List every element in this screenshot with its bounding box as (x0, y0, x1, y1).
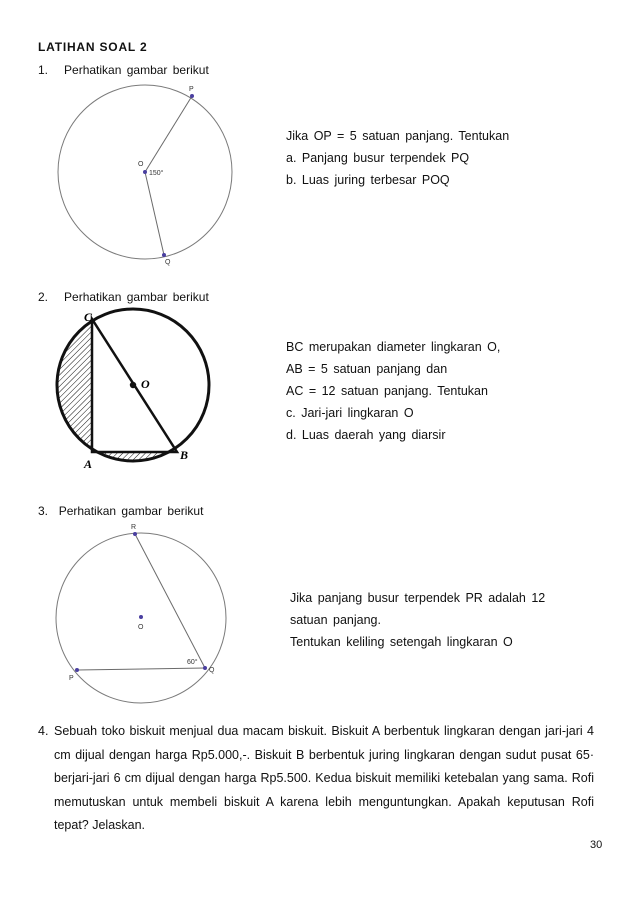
q3-label-r: R (131, 524, 137, 531)
q3-circle-figure (55, 520, 245, 710)
q4-number: 4. (38, 724, 49, 738)
q2-line-2: AB = 5 satuan panjang dan (286, 362, 448, 376)
q1-line-1: Jika OP = 5 satuan panjang. Tentukan (286, 129, 510, 143)
q1-text (286, 125, 509, 191)
q2-line-5: d. Luas daerah yang diarsir (286, 428, 446, 442)
q3-point-p (75, 668, 79, 672)
q3-line-2: satuan panjang. (290, 613, 381, 627)
q1-prompt: Perhatikan gambar berikut (64, 63, 209, 77)
q1-point-o (143, 170, 147, 174)
q2-line-1: BC merupakan diameter lingkaran O, (286, 340, 501, 354)
q2-text (286, 336, 500, 446)
worksheet-title: LATIHAN SOAL 2 (38, 40, 148, 54)
q1-number: 1. (38, 63, 49, 77)
q1-label-o: O (138, 161, 144, 168)
q2-prompt: Perhatikan gambar berikut (64, 290, 209, 304)
q1-point-p (190, 94, 194, 98)
q1-line-3: b. Luas juring terbesar POQ (286, 173, 450, 187)
q2-label-c: C (84, 310, 93, 324)
q3-header (38, 504, 203, 518)
q3-point-r (133, 532, 137, 536)
q4-block (38, 720, 594, 838)
q3-line-3: Tentukan keliling setengah lingkaran O (290, 635, 513, 649)
q2-label-a: A (84, 457, 93, 471)
page-number: 30 (590, 839, 603, 851)
q1-header (38, 63, 209, 77)
q3-text (290, 587, 545, 653)
q2-point-o (130, 382, 136, 388)
q3-prompt: Perhatikan gambar berikut (58, 504, 204, 518)
q3-number: 3. (38, 504, 49, 518)
q3-point-o (139, 615, 143, 619)
q3-label-q: Q (209, 667, 215, 674)
q3-chord-pq (77, 668, 205, 670)
q2-label-o: O (141, 377, 150, 391)
q1-point-q (162, 253, 166, 257)
q2-line-4: c. Jari-jari lingkaran O (286, 406, 414, 420)
q1-label-p: P (189, 86, 194, 93)
q4-text: Sebuah toko biskuit menjual dua macam biskuit. Biskuit A berbentuk lingkaran dengan jari-jari 4 cm dijual dengan harga Rp5.000,-. Biskuit B berbentuk juring lingkaran dengan sudut pusat 65· berjari-jari 6 cm dijual dengan harga Rp5.500. Kedua biskuit memiliki ketebalan yang sama. Rofi memutuskan untuk membeli biskuit A karena lebih menguntungkan. Apakah keputusan Rofi tepat? Jelaskan. (54, 724, 594, 832)
q1-label-angle: 150° (149, 170, 164, 177)
q1-radius-oq (145, 172, 164, 255)
q1-circle-figure (55, 80, 295, 270)
q1-line-2: a. Panjang busur terpendek PQ (286, 151, 470, 165)
q1-radius-op (145, 96, 192, 172)
q3-label-angle: 60° (187, 659, 198, 666)
q2-header (38, 290, 209, 304)
q2-label-b: B (180, 448, 189, 462)
q3-label-o: O (138, 624, 144, 631)
q3-chord-rq (135, 534, 205, 668)
q3-point-q (203, 666, 207, 670)
q3-line-1: Jika panjang busur terpendek PR adalah 12 (290, 591, 546, 605)
q2-circle-figure (50, 305, 240, 475)
q2-line-3: AC = 12 satuan panjang. Tentukan (286, 384, 488, 398)
q1-label-q: Q (165, 259, 171, 266)
q2-number: 2. (38, 290, 49, 304)
q3-label-p: P (69, 675, 74, 682)
